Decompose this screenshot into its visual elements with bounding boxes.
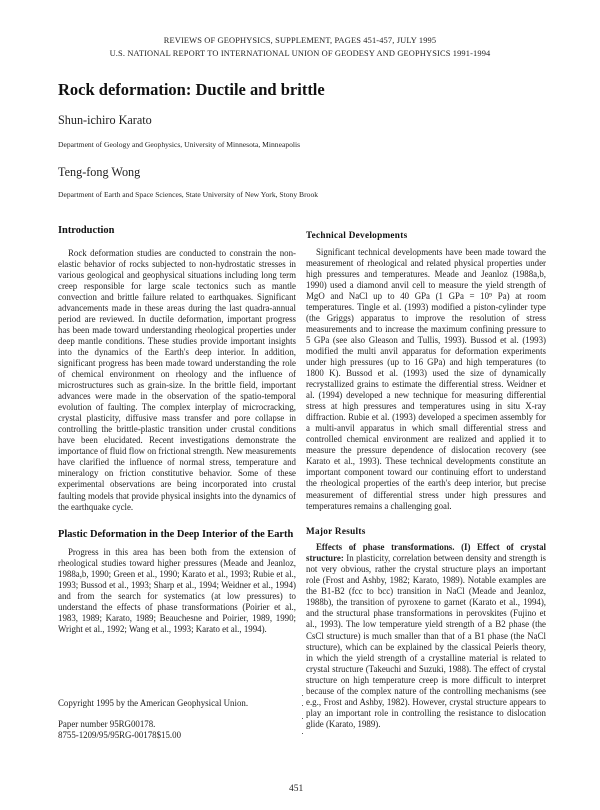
technical-developments-paragraph: Significant technical developments have been made toward the measurement of rheological and related physical properties under high pressures and temperatures. Meade and Jeanloz (1988a,b, 1990) used a diamond anvil cell to measure the yield strength of MgO and NaCl up to 40 GPa (1 GPa = 10⁹ Pa) at room temperatures. Tingle et al. (1993) modified a piston-cylinder type (the Griggs) apparatus to improve the resolution of stress measurements and to increase the maximum confining pressure to 5 GPa (see also Gleason and Tullis, 1993). Bussod et al. (1993) modified the multi anvil apparatus for deformation experiments under high pressures (up to 16 GPa) and high temperatures (to 1800 K). Bussod et al. (1993) used the size of dynamically recrystallized grains to estimate the differential stress. Weidner et al. (1994) developed a new technique for measuring differential stress at high pressures and temperatures using in situ X-ray diffraction. Rubie et al. (1993) developed a specimen assembly for a multi-anvil apparatus in which small differential stress and controlled chemical environment are realized and applied it to measure the pressure dependence of dislocation recovery (see Karato et al., 1993). These technical developments constitute an important component toward our continuing effort to understand the rheological properties of the earth's deep interior, but precise measurement of differential stress under high pressures and temperatures remains a challenging goal. bbox=[306, 246, 546, 511]
section-heading-major-results: Major Results bbox=[306, 525, 366, 536]
runin-heading-phase-transformations: Effects of phase transformations. (I) Effect of crystal structure: bbox=[306, 542, 546, 564]
right-column bbox=[306, 229, 546, 730]
copyright-notice: Copyright 1995 by the American Geophysical Union. bbox=[58, 698, 249, 708]
scan-speck bbox=[302, 733, 303, 734]
major-results-paragraph bbox=[306, 542, 546, 730]
section-heading-technical-developments: Technical Developments bbox=[306, 230, 408, 240]
author-affiliation-1: Department of Geology and Geophysics, University of Minnesota, Minneapolis bbox=[58, 140, 301, 149]
paper-number: Paper number 95RG00178. bbox=[58, 719, 156, 729]
paper-title: Rock deformation: Ductile and brittle bbox=[58, 80, 325, 99]
author-name-1: Shun-ichiro Karato bbox=[58, 113, 152, 127]
scan-speck bbox=[302, 695, 303, 696]
report-series-line: U.S. NATIONAL REPORT TO INTERNATIONAL UNION OF GEODESY AND GEOPHYSICS 1991-1994 bbox=[109, 49, 491, 58]
introduction-paragraph: Rock deformation studies are conducted to constrain the non-elastic behavior of rocks subjected to non-hydrostatic stresses in various geological and geophysical situations including long term creep responsible for large scale tectonics such as mantle convection and brittle failure related to earthquakes. Significant advancements made in these areas during the last quadra-annual period are reviewed. In ductile deformation, important progress has been made toward understanding rheological properties under deep mantle conditions. These studies provide important insights into the dynamics of the Earth's deep interior. In addition, significant progress has been made toward understanding the role of chemical environment on rheology and the influence of microstructures such as grain-size. In the brittle field, important advances were made in the observation of the spatio-temporal evolution of faulting. The complex interplay of microcracking, crystal plasticity, diffusive mass transfer and pore collapse in controlling the brittle-plastic transition under crustal conditions have been elucidated. Recent investigations demonstrate the importance of fluid flow on frictional strength. New measurements have clarified the influence of normal stress, temperature and mineralogy on friction constitutive behavior. Some of these experimental observations are being incorporated into crustal faulting models that provide physical insights into the dynamics of the earthquake cycle. bbox=[58, 247, 296, 512]
author-name-2: Teng-fong Wong bbox=[58, 165, 141, 179]
paper-code: 8755-1209/95/95RG-00178$15.00 bbox=[58, 730, 182, 740]
author-affiliation-2: Department of Earth and Space Sciences, State University of New York, Stony Brook bbox=[58, 190, 319, 199]
journal-citation-line: REVIEWS OF GEOPHYSICS, SUPPLEMENT, PAGES 451-457, JULY 1995 bbox=[163, 36, 437, 45]
scan-speck bbox=[302, 705, 303, 706]
plastic-deformation-paragraph: Progress in this area has been both from the extension of rheological studies toward higher pressures (Meade and Jeanloz, 1988a,b, 1990; Green et al., 1990; Karato et al., 1993; Rubie et al., 1993; Bussod et al., 1993; Sharp et al., 1994; Weidner et al., 1994) and from the search for systematics (at low pressures) to understand the effects of phase transformations (Poirier et al., 1983, 1989; Karato, 1989; Beauchesne and Poirier, 1989, 1990; Wright et al., 1992; Wang et al., 1993; Karato et al., 1994). bbox=[58, 547, 296, 635]
page-number: 451 bbox=[289, 784, 304, 794]
scan-speck bbox=[302, 718, 303, 719]
section-heading-plastic-deformation: Plastic Deformation in the Deep Interior of the Earth bbox=[58, 528, 294, 540]
section-heading-introduction: Introduction bbox=[58, 225, 115, 236]
left-column bbox=[58, 225, 296, 636]
major-results-body: In plasticity, correlation between density and strength is not very obvious, rather the crystal structure plays an important role (Frost and Ashby, 1982; Karato, 1989). Notable examples are the B1-B2 (fcc to bcc) transition in NaCl (Meade and Jeanloz, 1988b), the transition of pyroxene to garnet (Karato et al., 1994), and the structural phase transformations in perovskites (Fujino et al., 1993). The low temperature yield strength of a B2 phase (the CsCl structure) is much smaller than that of a B1 phase (the NaCl structure), which can be explained by the classical Peierls theory, in which the yield strength of a crystalline material is related to crystal structure (Takeuchi and Suzuki, 1988). The effect of crystal structure on high temperature creep is more difficult to interpret because of the complex nature of the controlling mechanisms (see e.g., Frost and Ashby, 1982). However, crystal structure appears to play an important role in controlling the resistance to dislocation glide (Karato, 1989). bbox=[306, 553, 546, 729]
